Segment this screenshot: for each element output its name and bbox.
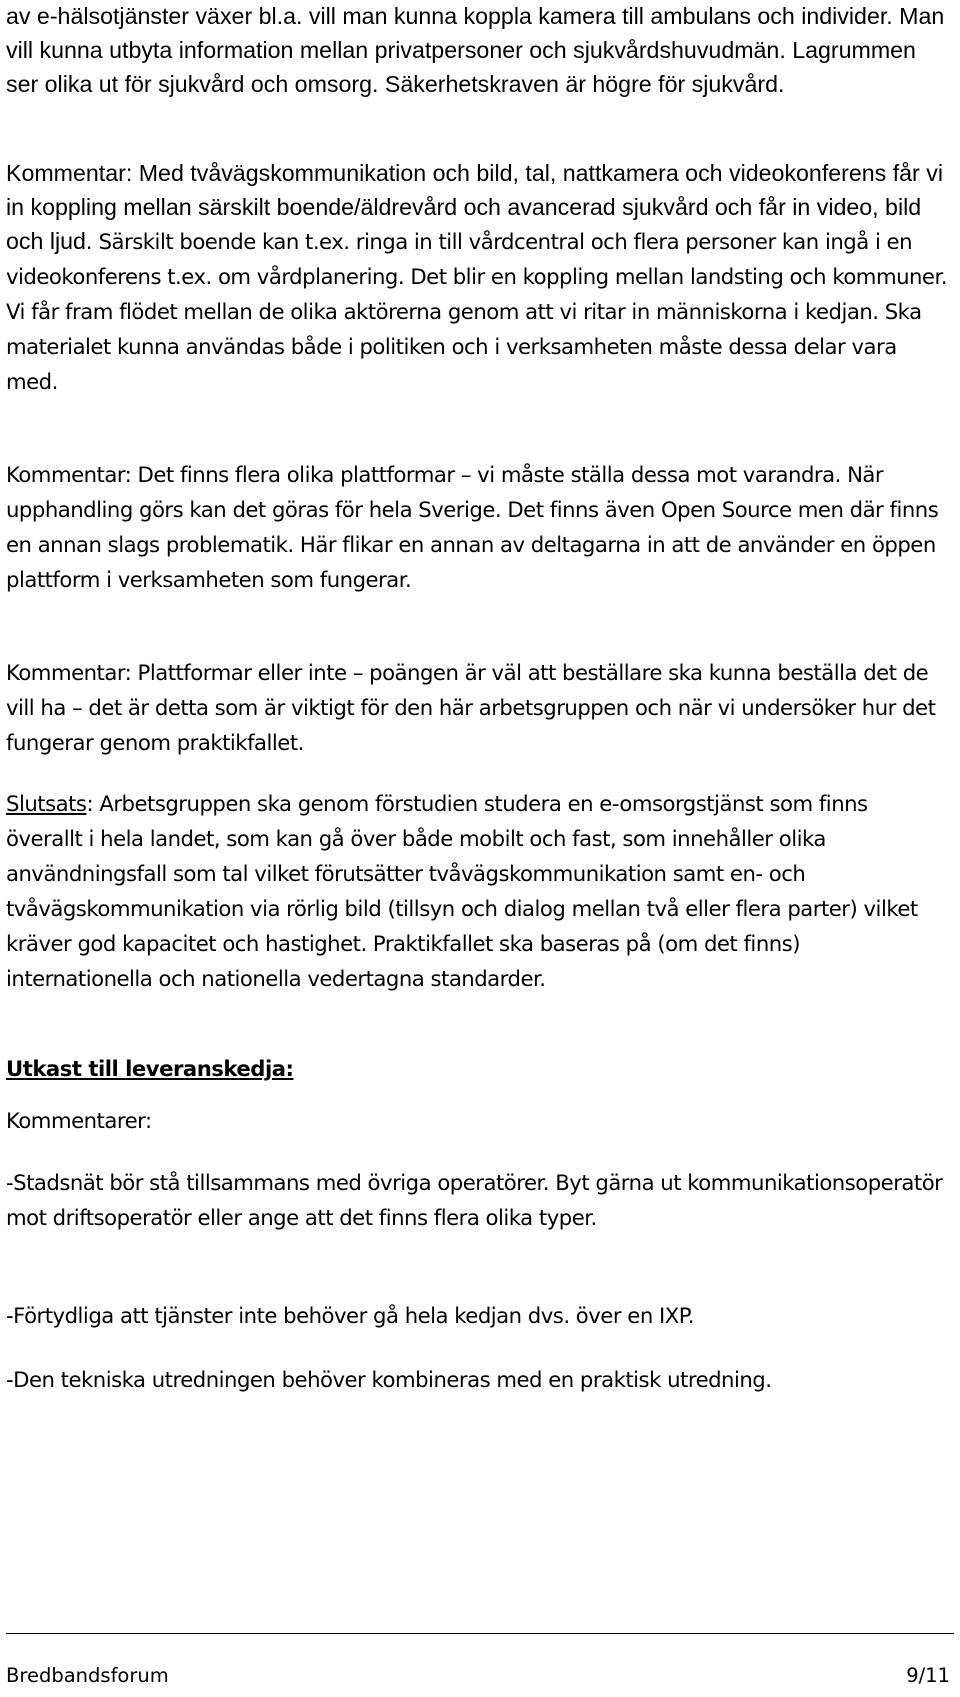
comment-item-2 [6,1298,950,1333]
footer-divider [6,1633,954,1634]
footer-page-number: 9/11 [906,1664,950,1687]
comment-item-3 [6,1362,950,1397]
comment-item-1-text: -Stadsnät bör stå tillsammans med övriga operatörer. Byt gärna ut kommunikationsoperatör mot driftsoperatör eller ange att det finns flera olika typer. [6,1170,943,1230]
footer-org-name: Bredbandsforum [6,1664,169,1687]
paragraph-comment-orderer [6,655,950,760]
comment-item-3-text: -Den tekniska utredningen behöver kombineras med en praktisk utredning. [6,1367,772,1392]
paragraph-comment-video [6,156,950,399]
paragraph-conclusion [6,786,950,996]
paragraph-comment-platforms [6,457,950,597]
conclusion-label: Slutsats [6,791,87,816]
comment-item-1 [6,1165,950,1235]
paragraph-intro [6,0,950,101]
paragraph-comment-video-text-b: Särskilt boende kan t.ex. ringa in till vårdcentral och flera personer kan ingå i en videokonferens t.ex. om vårdplanering. Det blir en koppling mellan landsting och kommuner. Vi får fram flödet mellan de olika aktörerna genom att vi ritar in människorna i kedjan. Ska materialet kunna användas både i politiken och i verksamheten måste dessa delar vara med. [6,229,947,394]
conclusion-text: : Arbetsgruppen ska genom förstudien studera en e-omsorgstjänst som finns överallt i hela landet, som kan gå över både mobilt och fast, som innehåller olika användningsfall som tal vilket förutsätter tvåvägskommunikation samt en- och tvåvägskommunikation via rörlig bild (tillsyn och dialog mellan två eller flera parter) vilket kräver god kapacitet och hastighet. Praktikfallet ska baseras på (om det finns) internationella och nationella vedertagna standarder. [6,791,918,991]
paragraph-comment-orderer-text: Kommentar: Plattformar eller inte – poängen är väl att beställare ska kunna beställa det de vill ha – det är detta som är viktigt för den här arbetsgruppen och när vi undersöker hur det fungerar genom praktikfallet. [6,660,936,755]
paragraph-intro-text: av e-hälsotjänster växer bl.a. vill man kunna koppla kamera till ambulans och individer. Man vill kunna utbyta information mellan privatpersoner och sjukvårdshuvudmän. Lagrummen ser olika ut för sjukvård och omsorg. Säkerhetskraven är högre för sjukvård. [6,3,945,97]
section-heading [6,1051,950,1086]
paragraph-comment-video-text-a: Kommentar: Med tvåvägskommunikation och bild, tal, nattkamera och videokonferens får vi in koppling mellan särskilt boende/äldrevård och avancerad sjukvård och får in video, bild och ljud. [6,160,943,254]
comments-label-text: Kommentarer: [6,1108,152,1133]
paragraph-comment-platforms-text: Kommentar: Det finns flera olika plattformar – vi måste ställa dessa mot varandra. När upphandling görs kan det göras för hela Sverige. Det finns även Open Source men där finns en annan slags problematik. Här flikar en annan av deltagarna in att de använder en öppen plattform i verksamheten som fungerar. [6,462,939,592]
section-heading-text: Utkast till leveranskedja: [6,1056,294,1081]
comments-label [6,1103,950,1138]
comment-item-2-text: -Förtydliga att tjänster inte behöver gå hela kedjan dvs. över en IXP. [6,1303,694,1328]
